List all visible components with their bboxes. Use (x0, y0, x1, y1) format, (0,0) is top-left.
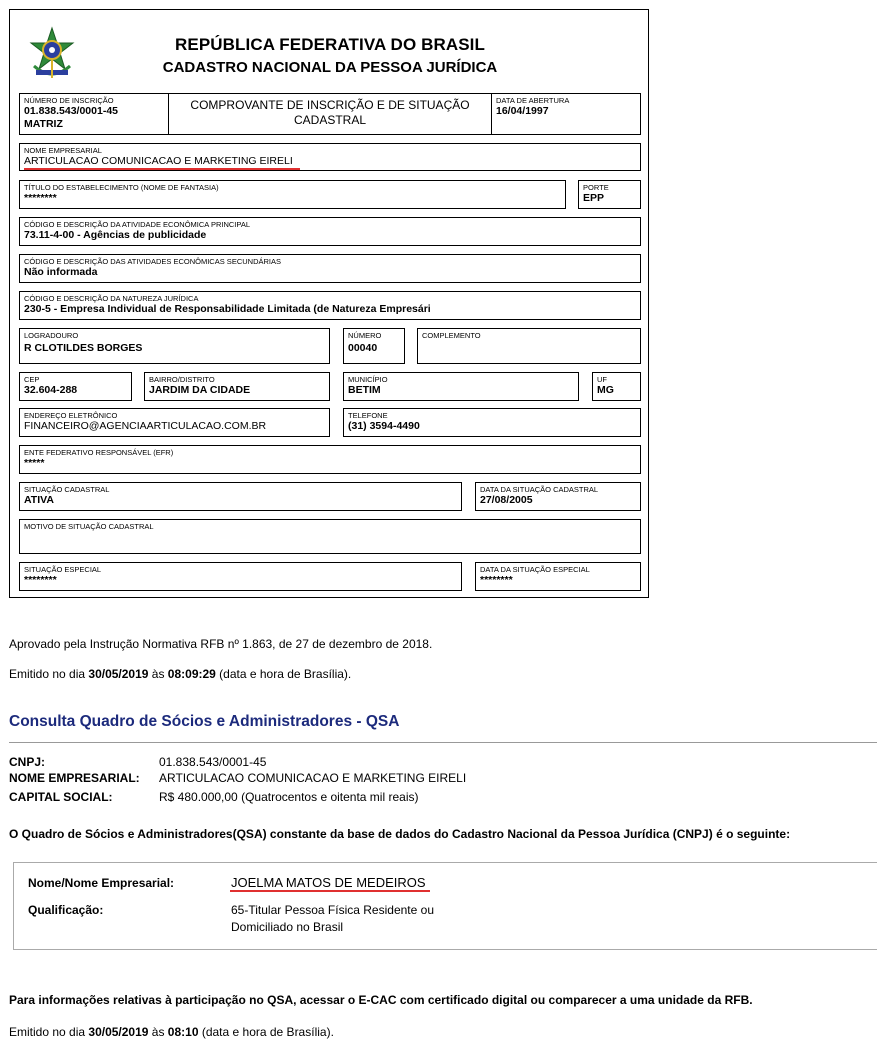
motivo-field (19, 519, 641, 554)
field-label: DATA DA SITUAÇÃO ESPECIAL (480, 565, 590, 574)
cep-field (19, 372, 132, 401)
capital-label: CAPITAL SOCIAL: (9, 790, 113, 804)
socio-label: Nome/Nome Empresarial: (28, 876, 175, 890)
data-situacao-especial-value: ******** (480, 574, 513, 586)
atividade-principal-field (19, 217, 641, 246)
field-label: NÚMERO (348, 331, 382, 340)
nome-label: NOME EMPRESARIAL: (9, 771, 140, 785)
inscricao-field (19, 93, 169, 135)
abertura-value: 16/04/1997 (496, 105, 549, 117)
field-label: CÓDIGO E DESCRIÇÃO DA ATIVIDADE ECONÔMICA PRINCIPAL (24, 220, 251, 229)
certificate-subtitle: CADASTRO NACIONAL DA PESSOA JURÍDICA (162, 59, 498, 76)
porte-field (578, 180, 641, 209)
efr-value: ***** (24, 457, 45, 469)
field-label: DATA DE ABERTURA (496, 96, 570, 105)
efr-field (19, 445, 641, 474)
situacao-value: ATIVA (24, 494, 54, 506)
field-label: CEP (24, 375, 40, 384)
divider (9, 742, 877, 743)
emitido-time: 08:09:29 (167, 667, 216, 681)
situacao-especial-value: ******** (24, 574, 57, 586)
emitido-line-1 (9, 667, 351, 681)
bairro-value: JARDIM DA CIDADE (149, 384, 251, 396)
capital-value: R$ 480.000,00 (Quatrocentos e oitenta mil reais) (159, 790, 419, 804)
complemento-field (417, 328, 641, 364)
natureza-juridica-field (19, 291, 641, 320)
qualificacao-label: Qualificação: (28, 903, 104, 917)
nome-empresarial-value: ARTICULACAO COMUNICACAO E MARKETING EIRELI (24, 155, 293, 167)
field-label: DATA DA SITUAÇÃO CADASTRAL (480, 485, 599, 494)
numero-value: 00040 (348, 342, 378, 354)
field-label: CÓDIGO E DESCRIÇÃO DA NATUREZA JURÍDICA (24, 294, 199, 303)
numero-field (343, 328, 405, 364)
emitido-suffix: (data e hora de Brasília). (215, 667, 352, 681)
field-label: SITUAÇÃO CADASTRAL (24, 485, 110, 494)
qsa-title: Consulta Quadro de Sócios e Administradores - QSA (9, 713, 400, 730)
atividades-secundarias-field (19, 254, 641, 283)
field-label: ENTE FEDERATIVO RESPONSÁVEL (EFR) (24, 448, 174, 457)
aprovado-text: Aprovado pela Instrução Normativa RFB nº 1.863, de 27 de dezembro de 2018. (9, 637, 433, 651)
atividade-principal-value: 73.11-4-00 - Agências de publicidade (24, 229, 207, 241)
comprovante-title: COMPROVANTE DE INSCRIÇÃO E DE SITUAÇÃO CADASTRAL (190, 98, 470, 127)
email-field (19, 408, 330, 437)
field-label: PORTE (583, 183, 609, 192)
cep-value: 32.604-288 (24, 384, 78, 396)
emitido-mid: às (148, 1025, 168, 1039)
field-label: CÓDIGO E DESCRIÇÃO DAS ATIVIDADES ECONÔMICAS SECUNDÁRIAS (24, 257, 281, 266)
field-label: LOGRADOURO (24, 331, 79, 340)
telefone-field (343, 408, 641, 437)
logradouro-value: R CLOTILDES BORGES (24, 342, 143, 354)
field-label: BAIRRO/DISTRITO (149, 375, 215, 384)
data-situacao-especial-field (475, 562, 641, 591)
socio-value: JOELMA MATOS DE MEDEIROS (231, 875, 426, 890)
field-label: NOME EMPRESARIAL (24, 146, 102, 155)
inscricao-tipo: MATRIZ (24, 118, 63, 130)
data-situacao-value: 27/08/2005 (480, 494, 533, 506)
natureza-juridica-value: 230-5 - Empresa Individual de Responsabilidade Limitada (de Natureza Empresári (24, 303, 431, 315)
field-label: COMPLEMENTO (422, 331, 481, 340)
municipio-field (343, 372, 579, 401)
emitido-date: 30/05/2019 (88, 667, 149, 681)
field-label: SITUAÇÃO ESPECIAL (24, 565, 102, 574)
fantasia-value: ******** (24, 192, 57, 204)
bairro-field (144, 372, 330, 401)
logradouro-field (19, 328, 330, 364)
field-label: ENDEREÇO ELETRÔNICO (24, 411, 118, 420)
telefone-value: (31) 3594-4490 (348, 420, 420, 432)
situacao-field (19, 482, 462, 511)
field-label: MOTIVO DE SITUAÇÃO CADASTRAL (24, 522, 154, 531)
data-situacao-field (475, 482, 641, 511)
atividades-secundarias-value: Não informada (24, 266, 98, 278)
field-label: TÍTULO DO ESTABELECIMENTO (NOME DE FANTASIA) (24, 183, 219, 192)
porte-value: EPP (583, 192, 605, 204)
situacao-especial-field (19, 562, 462, 591)
fantasia-field (19, 180, 566, 209)
emitido-date: 30/05/2019 (88, 1025, 149, 1039)
field-label: TELEFONE (348, 411, 388, 420)
uf-field (592, 372, 641, 401)
qualificacao-line-1: 65-Titular Pessoa Física Residente ou (231, 903, 434, 917)
nome-value: ARTICULACAO COMUNICACAO E MARKETING EIRELI (159, 771, 467, 785)
emitido-prefix: Emitido no dia (9, 1025, 89, 1039)
field-label: NÚMERO DE INSCRIÇÃO (24, 96, 114, 105)
uf-value: MG (597, 384, 614, 396)
highlight-underline (230, 890, 430, 892)
nome-empresarial-field (19, 143, 641, 171)
cnpj-value: 01.838.543/0001-45 (159, 755, 267, 769)
emitido-suffix: (data e hora de Brasília). (198, 1025, 334, 1039)
cnpj-label: CNPJ: (9, 755, 46, 769)
qsa-intro: O Quadro de Sócios e Administradores(QSA) constante da base de dados do Cadastro Nacional da Pessoa Jurídica (CNPJ) é o seguinte: (9, 827, 791, 841)
qsa-socio-box (13, 862, 877, 950)
emitido-mid: às (148, 667, 168, 681)
certificate-title: REPÚBLICA FEDERATIVA DO BRASIL (175, 35, 485, 54)
email-value: FINANCEIRO@AGENCIAARTICULACAO.COM.BR (24, 420, 267, 432)
highlight-underline (24, 168, 300, 170)
inscricao-value: 01.838.543/0001-45 (24, 105, 119, 117)
cnpj-certificate (9, 9, 649, 598)
comprovante-title-box (168, 93, 492, 135)
field-label: UF (597, 375, 607, 384)
qsa-info: Para informações relativas à participação no QSA, acessar o E-CAC com certificado digital ou comparecer a uma unidade da RFB. (9, 993, 753, 1007)
qualificacao-line-2: Domiciliado no Brasil (231, 920, 344, 934)
emitido-prefix: Emitido no dia (9, 667, 89, 681)
emitido-line-2 (9, 1025, 334, 1039)
field-label: MUNICÍPIO (348, 375, 388, 384)
municipio-value: BETIM (348, 384, 381, 396)
abertura-field (491, 93, 641, 135)
emitido-time: 08:10 (167, 1025, 199, 1039)
